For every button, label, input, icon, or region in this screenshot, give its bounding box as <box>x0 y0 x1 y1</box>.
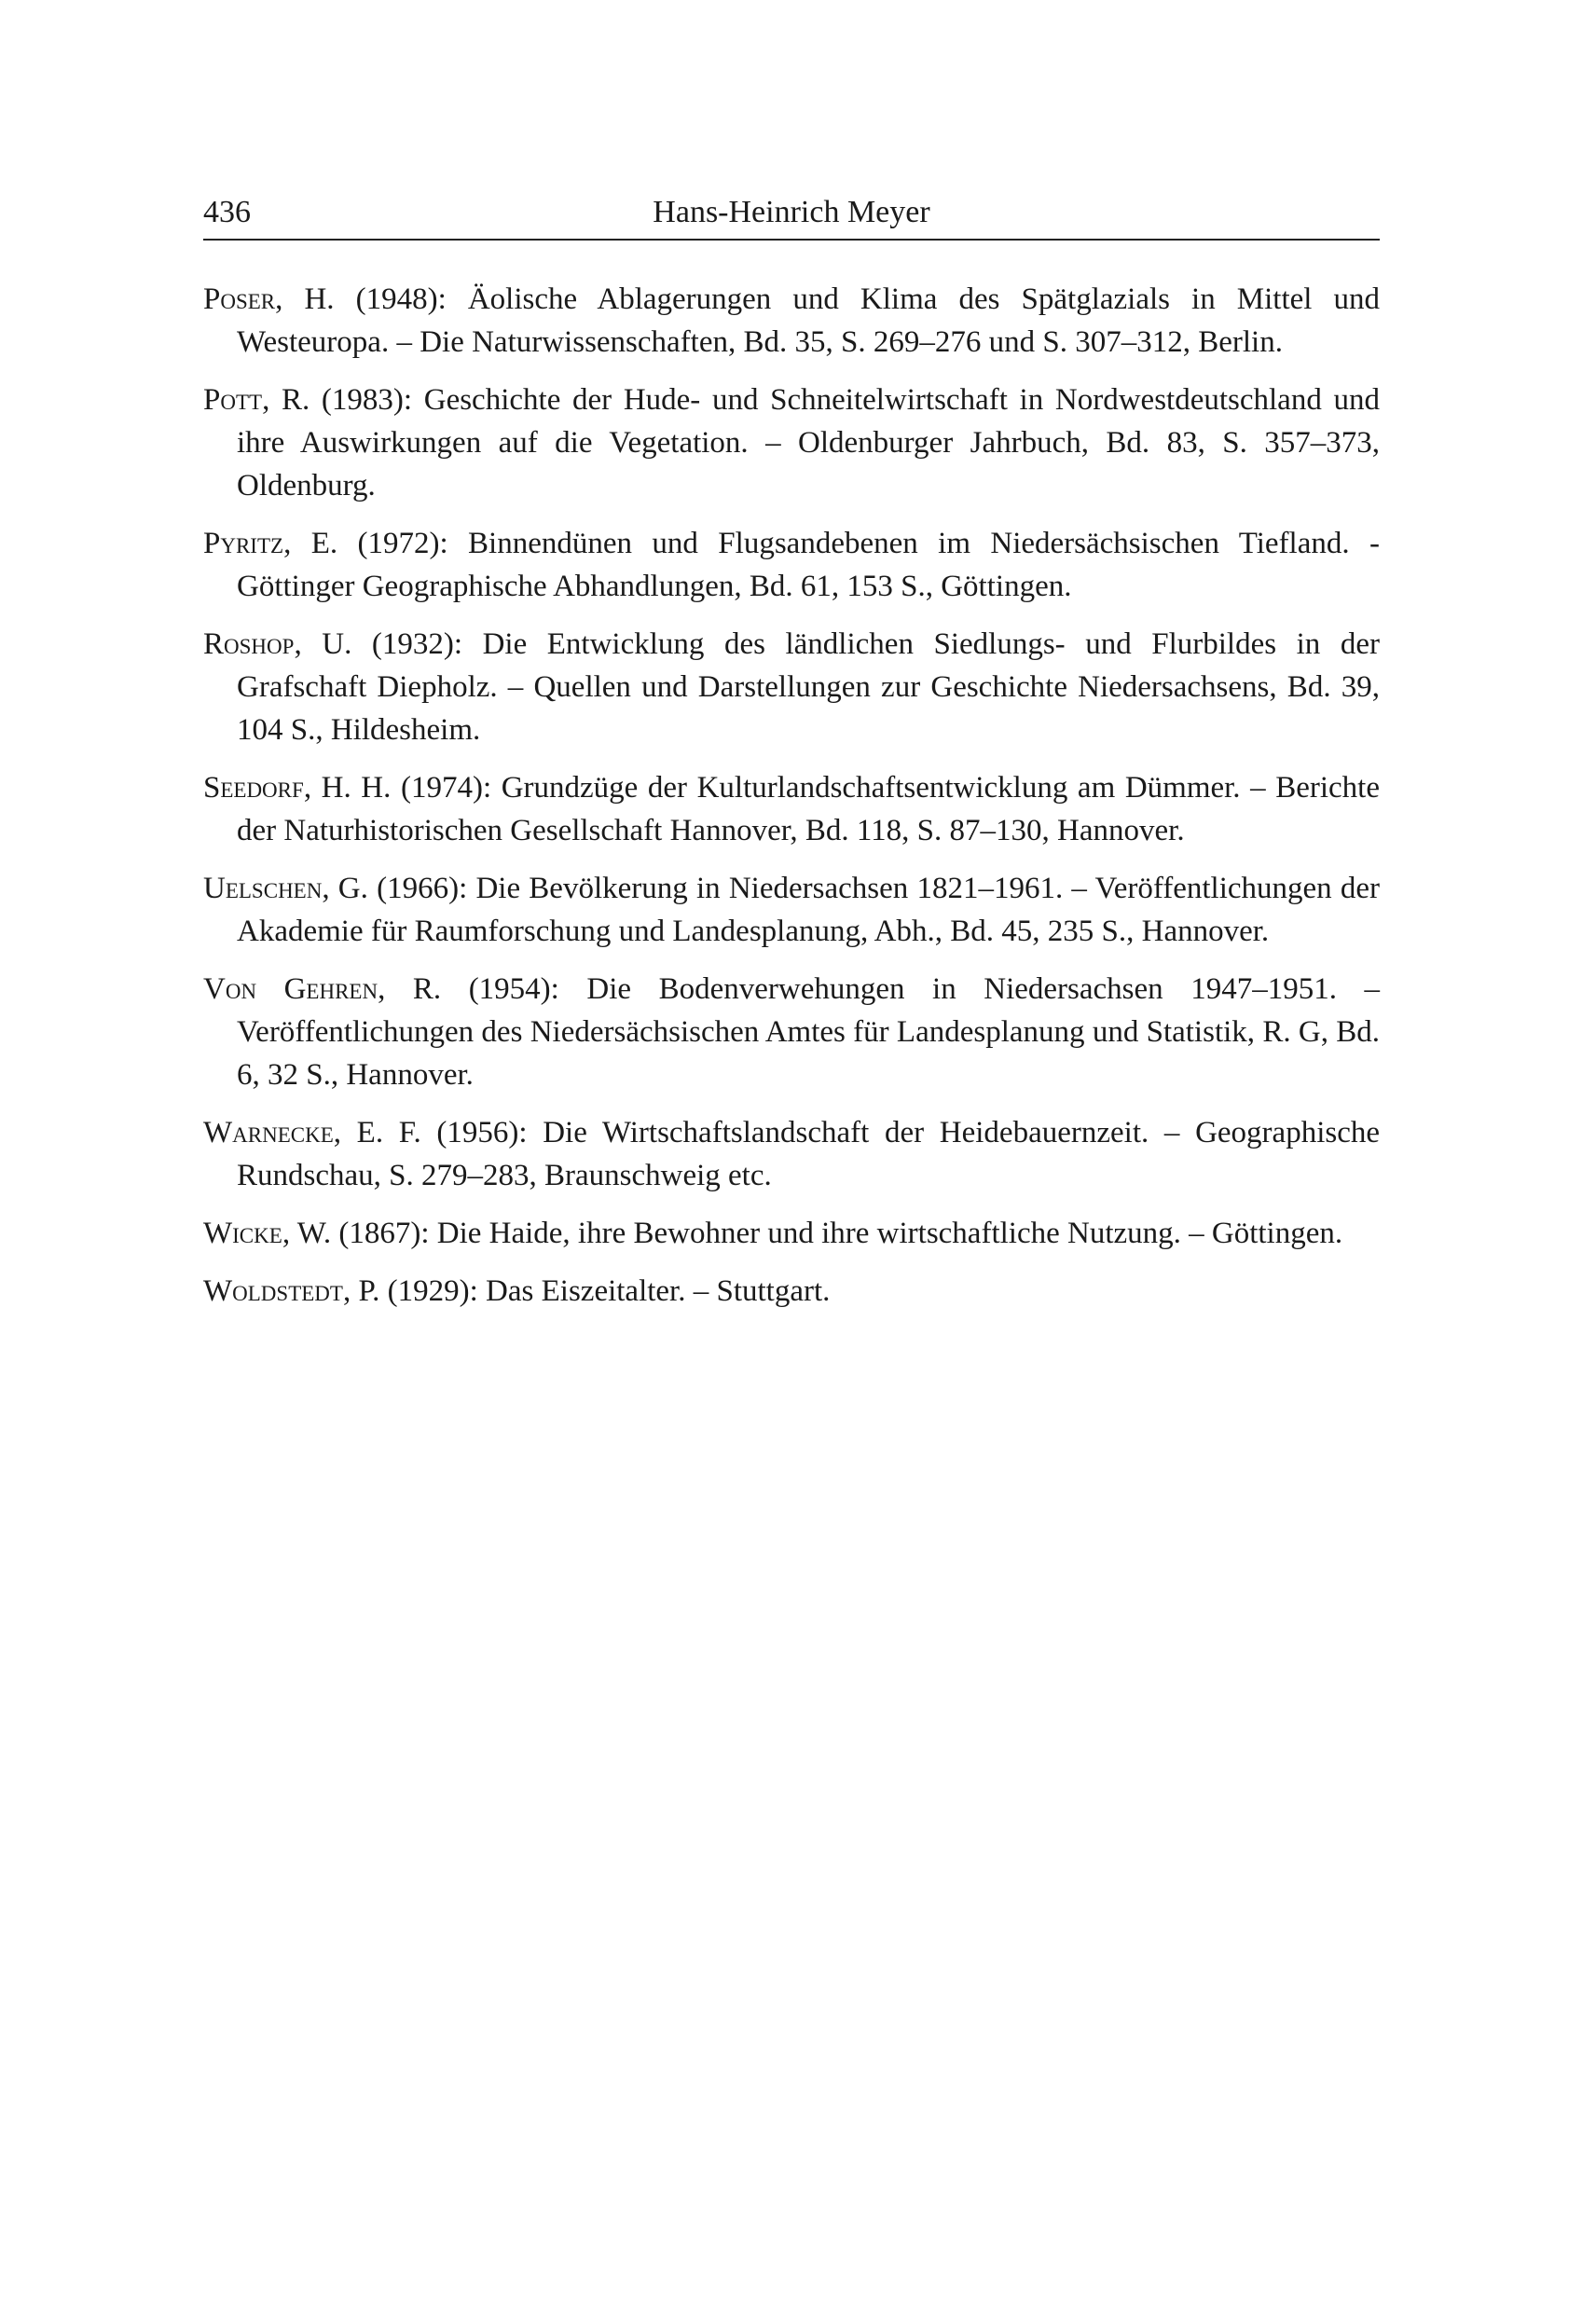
reference-entry <box>203 968 1380 1096</box>
reference-author: Pott <box>203 383 263 417</box>
reference-entry <box>203 766 1380 852</box>
reference-entry <box>203 623 1380 751</box>
reference-entry <box>203 522 1380 608</box>
reference-text: , G. (1966): Die Bevölkerung in Niedersachsen 1821–1961. – Veröffentlichungen der Akademie für Raumforschung und Landesplanung, Abh., Bd. 45, 235 S., Hannover. <box>237 872 1380 948</box>
reference-text: , U. (1932): Die Entwicklung des ländlichen Siedlungs- und Flurbildes in der Grafschaft Diepholz. – Quellen und Darstellungen zur Geschichte Niedersachsens, Bd. 39, 104 S., Hildesheim. <box>237 627 1380 747</box>
reference-list <box>203 278 1380 1328</box>
page-number: 436 <box>203 195 251 229</box>
reference-author: Von Gehren <box>203 972 378 1006</box>
reference-author: Roshop <box>203 627 295 661</box>
reference-text: , R. (1983): Geschichte der Hude- und Schneitelwirtschaft in Nordwestdeutschland und ihre Auswirkungen auf die Vegetation. – Oldenburger Jahrbuch, Bd. 83, S. 357–373, Oldenburg. <box>237 383 1380 502</box>
reference-text: , R. (1954): Die Bodenverwehungen in Niedersachsen 1947–1951. – Veröffentlichungen des Niedersächsischen Amtes für Landesplanung und Statistik, R. G, Bd. 6, 32 S., Hannover. <box>237 972 1380 1092</box>
reference-text: , E. (1972): Binnendünen und Flugsandebenen im Niedersächsischen Tiefland. - Göttinger Geographische Abhandlungen, Bd. 61, 153 S., Göttingen. <box>237 527 1380 603</box>
reference-text: , H. (1948): Äolische Ablagerungen und Klima des Spätglazials in Mittel und Westeuropa. – Die Naturwissenschaften, Bd. 35, S. 269–276 und S. 307–312, Berlin. <box>237 282 1380 359</box>
reference-entry <box>203 1111 1380 1197</box>
reference-text: , E. F. (1956): Die Wirtschaftslandschaft der Heidebauernzeit. – Geographische Rundschau, S. 279–283, Braunschweig etc. <box>237 1116 1380 1192</box>
reference-text: , H. H. (1974): Grundzüge der Kulturlandschaftsentwicklung am Dümmer. – Berichte der Naturhistorischen Gesellschaft Hannover, Bd. 118, S. 87–130, Hannover. <box>237 771 1380 847</box>
reference-author: Woldstedt <box>203 1274 343 1308</box>
reference-entry <box>203 278 1380 364</box>
reference-author: Warnecke <box>203 1116 334 1149</box>
reference-text: , W. (1867): Die Haide, ihre Bewohner und ihre wirtschaftliche Nutzung. – Göttingen. <box>282 1217 1343 1250</box>
running-title: Hans-Heinrich Meyer <box>653 195 930 229</box>
reference-author: Uelschen <box>203 872 323 905</box>
page-header <box>203 186 1380 241</box>
reference-author: Poser <box>203 282 276 316</box>
reference-entry <box>203 867 1380 953</box>
reference-text: , P. (1929): Das Eiszeitalter. – Stuttgart. <box>342 1274 831 1308</box>
reference-author: Pyritz <box>203 527 284 560</box>
reference-author: Wicke <box>203 1217 282 1250</box>
reference-entry <box>203 378 1380 507</box>
reference-author: Seedorf <box>203 771 304 805</box>
reference-entry <box>203 1270 1380 1313</box>
reference-entry <box>203 1212 1380 1255</box>
